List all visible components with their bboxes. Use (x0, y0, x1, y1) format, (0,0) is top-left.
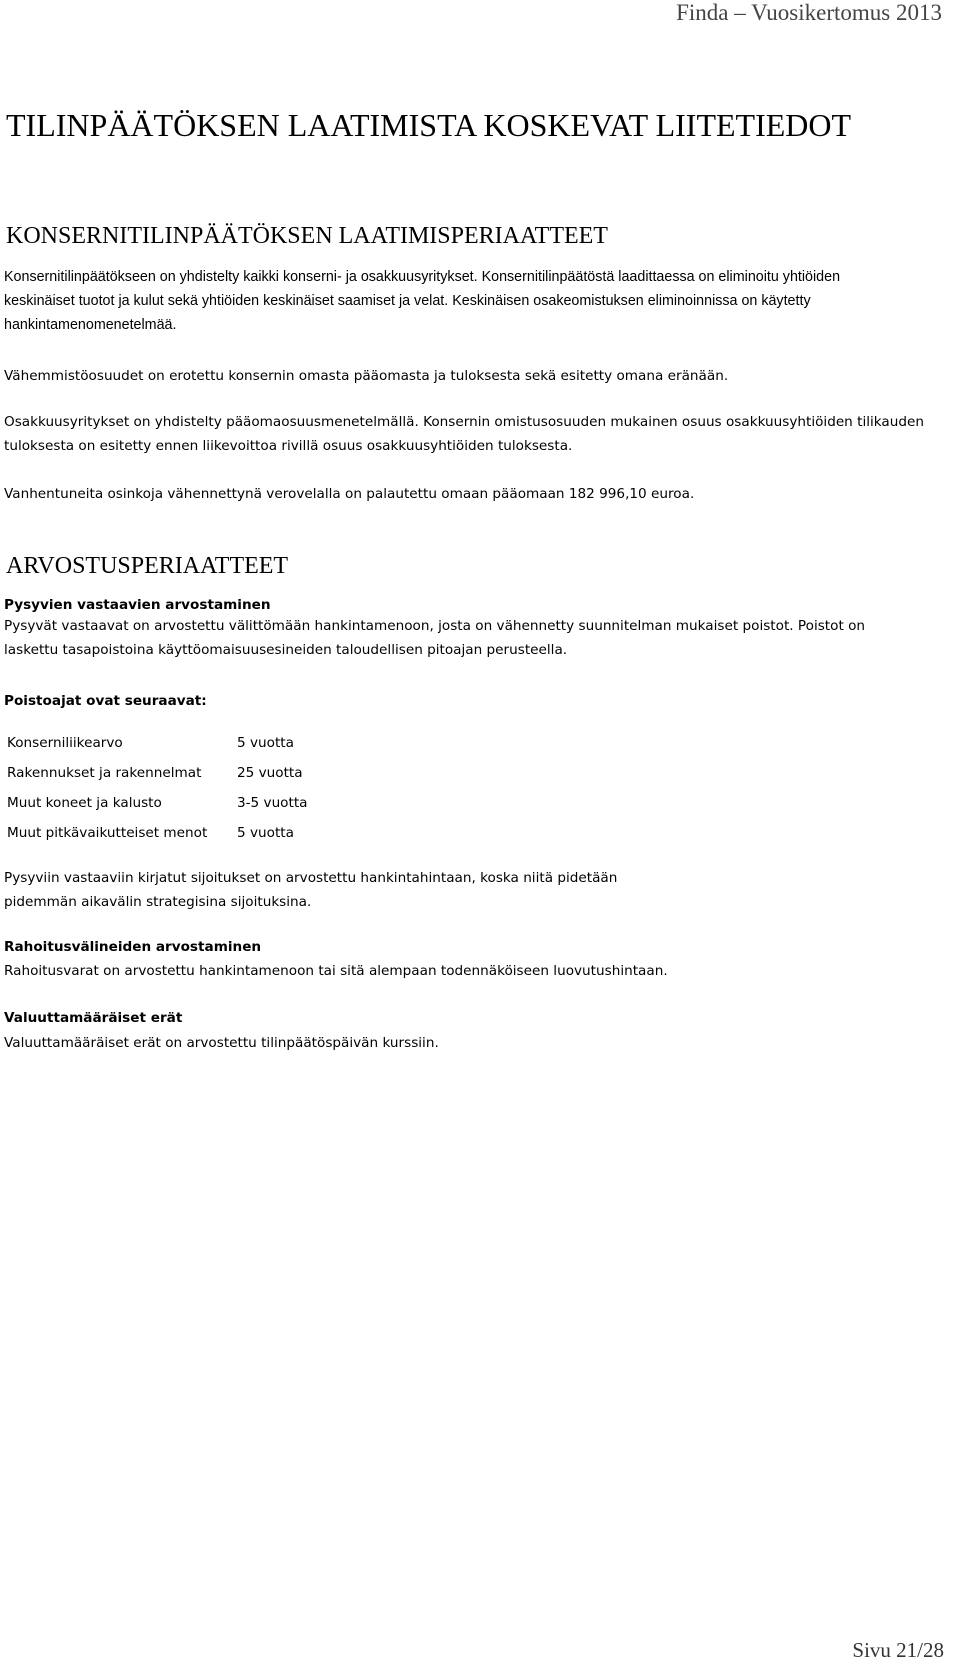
text-line: pidemmän aikavälin strategisina sijoituksina. (4, 894, 312, 910)
dividends-paragraph: Vanhentuneita osinkoja vähennettynä verovelalla on palautettu omaan pääomaan 182 996,10 euroa. (4, 486, 695, 502)
fixed-assets-paragraph (4, 614, 956, 662)
text-line: Konsernitilinpäätökseen on yhdistelty kaikki konserni- ja osakkuusyritykset. Konsernitilinpäätöstä laadittaessa on eliminoitu yhtiöiden (4, 269, 841, 285)
associates-paragraph (4, 410, 956, 458)
asset-class: Muut pitkävaikutteiset menot (7, 825, 208, 841)
minority-interest-paragraph: Vähemmistöosuudet on erotettu konsernin omasta pääomasta ja tuloksesta sekä esitetty omana eränään. (4, 368, 729, 384)
asset-class: Muut koneet ja kalusto (7, 795, 162, 811)
text-line: keskinäiset tuotot ja kulut sekä yhtiöiden keskinäiset saamiset ja velat. Keskinäisen osakeomistuksen eliminoinnissa on käytetty (4, 293, 811, 309)
financial-instruments-paragraph: Rahoitusvarat on arvostettu hankintamenoon tai sitä alempaan todennäköiseen luovutushintaan. (4, 963, 668, 979)
text-line: tuloksesta on esitetty ennen liikevoittoa rivillä osuus osakkuusyhtiöiden tuloksesta. (4, 438, 573, 454)
consolidation-paragraph-1 (4, 265, 956, 337)
valuation-heading: ARVOSTUSPERIAATTEET (6, 553, 289, 579)
text-line: Pysyviin vastaaviin kirjatut sijoitukset on arvostettu hankintahintaan, koska niitä pidetään (4, 870, 618, 886)
financial-instruments-heading: Rahoitusvälineiden arvostaminen (4, 939, 262, 955)
asset-class: Konserniliikearvo (7, 735, 123, 751)
currency-items-heading: Valuuttamääräiset erät (4, 1010, 183, 1026)
consolidation-heading: KONSERNITILINPÄÄTÖKSEN LAATIMISPERIAATTEET (6, 223, 608, 249)
depreciation-period: 5 vuotta (237, 735, 294, 751)
text-line: hankintamenomenetelmää. (4, 317, 177, 333)
depreciation-period: 25 vuotta (237, 765, 303, 781)
page-header: Finda – Vuosikertomus 2013 (676, 0, 942, 25)
fixed-assets-heading: Pysyvien vastaavien arvostaminen (4, 597, 271, 613)
depreciation-period: 3-5 vuotta (237, 795, 308, 811)
page-number: Sivu 21/28 (852, 1638, 944, 1662)
depreciation-period: 5 vuotta (237, 825, 294, 841)
page-title: TILINPÄÄTÖKSEN LAATIMISTA KOSKEVAT LIITETIEDOT (6, 107, 852, 143)
investments-paragraph (4, 866, 956, 914)
asset-class: Rakennukset ja rakennelmat (7, 765, 202, 781)
currency-items-paragraph: Valuuttamääräiset erät on arvostettu tilinpäätöspäivän kurssiin. (4, 1035, 439, 1051)
text-line: Pysyvät vastaavat on arvostettu välittömään hankintamenoon, josta on vähennetty suunnitelman mukaiset poistot. Poistot on (4, 618, 866, 634)
depreciation-heading: Poistoajat ovat seuraavat: (4, 693, 207, 709)
text-line: laskettu tasapoistoina käyttöomaisuusesineiden taloudellisen pitoajan perusteella. (4, 642, 568, 658)
text-line: Osakkuusyritykset on yhdistelty pääomaosuusmenetelmällä. Konsernin omistusosuuden mukainen osuus osakkuusyhtiöiden tilikauden (4, 414, 924, 430)
